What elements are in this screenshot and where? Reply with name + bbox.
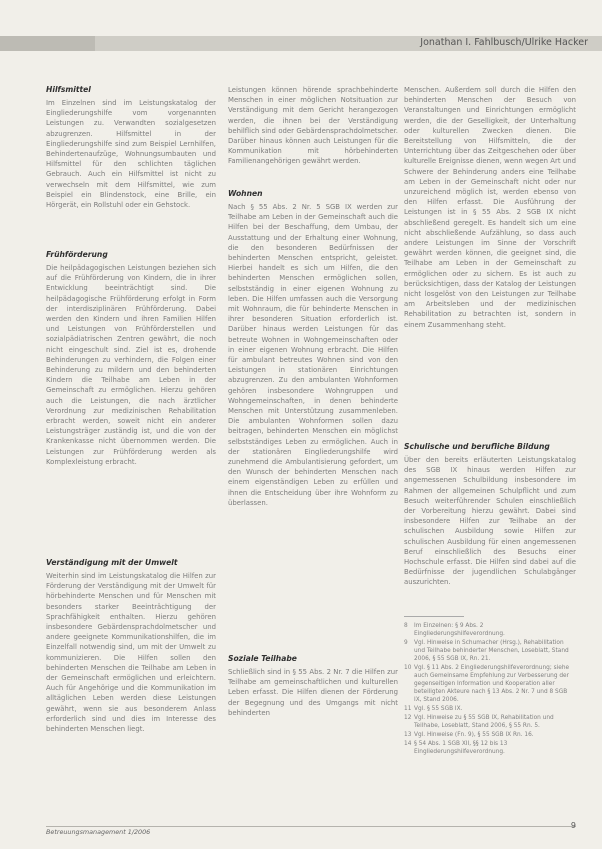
footer-journal: Betreuungsmanagement 1/2006	[46, 828, 151, 836]
paragraph: Die heilpädagogischen Leistungen beziehen sich auf die Frühförderung von Kindern, die in ihrer Entwicklung beeinträchtigt sind. Die heilpädagogische Frühförderung erfolgt in Form der interdisziplinären Frühförderung. Dabei werden den Kindern und ihren Familien Hilfen und Leistungen von Frühförderstellen und sozialpädiatrischen Zentren gewährt, die noch nicht eingeschult sind. Ziel ist es, drohende Behinderungen zu verhindern, die Folgen einer Behinderung zu mildern und den behinderten Kindern die Teilhabe am Leben in der Gemeinschaft zu ermöglichen. Hierzu gehören auch die Leistungen, die nach ärztlicher Verordnung zur medizinischen Rehabilitation erbracht werden, soweit nicht ein anderer Leistungsträger zuständig ist, und die von der Krankenkasse nicht übernommen werden. Die Leistungen zur Frühförderung werden als Komplexleistung erbracht.	[46, 264, 216, 466]
footnotes	[404, 622, 576, 756]
footnote	[404, 714, 576, 730]
footnote-text: Vgl. § 11 Abs. 2 Eingliederungshilfeverordnung; siehe auch Gemeinsame Empfehlung zur Verbesserung der gegenseitigen Information und Kooperation aller beteiligten Akteure nach § 13 Abs. 2 Nr. 7 und 8 SGB IX, Stand 2006.	[414, 665, 570, 703]
footnote-text: Vgl. Hinweise (Fn. 9), § 55 SGB IX Rn. 16.	[414, 732, 534, 738]
paragraph: Im Einzelnen sind im Leistungskatalog der Eingliederungshilfe vom vorgenannten Leistungen zu. Verwandten sozialgesetzen abzugrenzen. Hilfsmittel in der Eingliederungshilfe sind zum Beispiel Lernhilfen, Behindertenaufzüge, Wohnungsumbauten und Hilfsmittel für den schlichten täglichen Gebrauch. Auch ein Hilfsmittel ist nicht zu verwechseln mit dem Hilfsmittel, wie zum Beispiel ein Blindenstock, eine Brille, ein Hörgerät, ein Rollstuhl oder ein Gehstock.	[46, 99, 216, 210]
column-1	[46, 85, 216, 778]
footnote	[404, 705, 576, 713]
footnote-text: Im Einzelnen: § 9 Abs. 2 Eingliederungshilfeverordnung.	[414, 623, 505, 637]
footnote-number: 12	[404, 715, 412, 721]
paragraph: Über den bereits erläuterten Leistungskatalog des SGB IX hinaus werden Hilfen zur angemessenen Schulbildung insbesondere im Rahmen der allgemeinen Schulpflicht und zum Besuch weiterführender Schulen einschließlich der Vorbereitung hierzu gewährt. Dabei sind insbesondere Hilfen zur Teilhabe an der schulischen Ausbildung sowie Hilfen zur schulischen Ausbildung für einen angemessenen Beruf einschließlich des Besuchs einer Hochschule erfasst. Die Hilfen sind dabei auf die Bedürfnisse der jugendlichen Schulabgänger auszurichten.	[404, 456, 576, 587]
paragraph: Menschen. Außerdem soll durch die Hilfen den behinderten Menschen der Besuch von Veranstaltungen und Einrichtungen ermöglicht werden, die der Geselligkeit, der Unterhaltung oder kulturellen Zwecken dienen. Die Bereitstellung von Hilfsmitteln, die der Unterrichtung über das Zeitgeschehen oder über kulturelle Ereignisse dienen, wenn wegen Art und Schwere der Behinderung anders eine Teilhabe am Leben in der Gemeinschaft nicht oder nur unzureichend möglich ist, werden ebenso von den Hilfen erfasst. Die Ausführung der Leistungen ist in § 55 Abs. 2 SGB IX nicht abschließend geregelt. Es handelt sich um eine nicht abschließende Aufzählung, so dass auch andere Leistungen im Sinne der Vorschrift gewährt werden können, die geeignet sind, die Teilhabe am Leben in der Gemeinschaft zu ermöglichen oder zu sichern. Es ist auch zu berücksichtigen, dass der Katalog der Leistungen nicht losgelöst von den Leistungen zur Teilhabe am Arbeitsleben und der medizinischen Rehabilitation zu betrachten ist, sondern in einem Zusammenhang steht.	[404, 86, 576, 329]
section-title: Schulische und berufliche Bildung	[404, 442, 550, 451]
footnote-text: § 54 Abs. 1 SGB XII, §§ 12 bis 13 Eingliederungshilfeverordnung.	[414, 741, 508, 755]
footnote-number: 13	[404, 732, 412, 738]
column-3	[404, 85, 576, 757]
footnote-text: Vgl. Hinweise zu § 55 SGB IX, Rehabilitation und Teilhabe, Loseblatt, Stand 2006, § 55 Rn. 5.	[414, 715, 554, 729]
paragraph: Leistungen können hörende sprachbehinderte Menschen in einer möglichen Notsituation zur Verständigung mit dem Gericht herangezogen werden, die ihnen bei der Verständigung behilflich sind oder Gebärdensprachdolmetscher. Darüber hinaus können auch Leistungen für die Kommunikation mit hörbehinderten Familienangehörigen gewährt werden.	[228, 86, 398, 166]
footnote	[404, 731, 576, 739]
footnote	[404, 622, 576, 638]
footnote-number: 8	[404, 623, 408, 629]
column-2	[228, 85, 398, 722]
section-title: Frühförderung	[46, 250, 108, 259]
section-title: Wohnen	[228, 189, 263, 198]
footer-divider	[46, 826, 576, 827]
page-number: 9	[570, 821, 576, 830]
footnote-text: Vgl. § 55 SGB IX.	[414, 706, 463, 712]
footnote	[404, 740, 576, 756]
footnote-number: 10	[404, 665, 412, 671]
section-title: Hilfsmittel	[46, 85, 91, 94]
paragraph: Weiterhin sind im Leistungskatalog die Hilfen zur Förderung der Verständigung mit der Umwelt für hörbehinderte Menschen und für Menschen mit besonders starker Beeinträchtigung der Sprachfähigkeit enthalten. Hierzu gehören insbesondere Gebärdensprachdolmetscher und andere geeignete Kommunikationshilfen, die im Einzelfall notwendig sind, um mit der Umwelt zu kommunizieren. Die Hilfen sollen den behinderten Menschen die Teilhabe am Leben in der Gemeinschaft ermöglichen und erleichtern. Auch für Angehörige und die Kommunikation im alltäglichen Leben werden diese Leistungen gewährt, wenn sie aus besonderem Anlass erforderlich sind und dies im Interesse des behinderten Menschen liegt.	[46, 572, 216, 734]
footnote-number: 9	[404, 640, 408, 646]
section-title: Verständigung mit der Umwelt	[46, 558, 178, 567]
section-title: Soziale Teilhabe	[228, 654, 297, 663]
footnote-number: 14	[404, 741, 412, 747]
footnote-number: 11	[404, 706, 412, 712]
paragraph: Schließlich sind in § 55 Abs. 2 Nr. 7 die Hilfen zur Teilhabe am gemeinschaftlichen und kulturellen Leben erfasst. Die Hilfen dienen der Förderung der Begegnung und des Umgangs mit nicht behinderten	[228, 668, 398, 717]
footnote	[404, 639, 576, 663]
footnote-text: Vgl. Hinweise in Schumacher (Hrsg.), Rehabilitation und Teilhabe behinderter Menschen, Loseblatt, Stand 2006, § 55 SGB IX, Rn. 21.	[414, 640, 569, 662]
header-authors: Jonathan I. Fahlbusch/Ulrike Hacker	[420, 37, 588, 48]
header-decoration	[0, 36, 95, 51]
footnote-divider	[404, 616, 464, 617]
paragraph: Nach § 55 Abs. 2 Nr. 5 SGB IX werden zur Teilhabe am Leben in der Gemeinschaft auch die Hilfen bei der Beschaffung, dem Umbau, der Ausstattung und der Erhaltung einer Wohnung, die den besonderen Bedürfnissen der behinderten Menschen entspricht, geleistet. Hierbei handelt es sich um Hilfen, die den behinderten Menschen ermöglichen sollen, selbstständig in einer eigenen Wohnung zu leben. Die Hilfen umfassen auch die Versorgung mit Wohnraum, die für behinderte Menschen in ihrer besonderen Situation erforderlich ist. Darüber hinaus werden Leistungen für das betreute Wohnen in Wohngemeinschaften oder in einer eigenen Wohnung erbracht. Die Hilfen für ambulant betreutes Wohnen sind von den Leistungen in stationären Einrichtungen abzugrenzen. Zu den ambulanten Wohnformen gehören insbesondere Wohngruppen und Wohngemeinschaften, in denen behinderte Menschen mit Unterstützung zusammenleben. Die ambulanten Wohnformen sollen dazu beitragen, behinderten Menschen ein möglichst selbstständiges Leben zu ermöglichen. Auch in der stationären Eingliederungshilfe wird zunehmend die Ambulantisierung gefordert, um den Wunsch der behinderten Menschen nach einem eigenständigen Leben zu erfüllen und ihnen die Entscheidung über ihre Wohnform zu überlassen.	[228, 203, 398, 507]
running-header	[0, 36, 602, 51]
footnote	[404, 664, 576, 704]
